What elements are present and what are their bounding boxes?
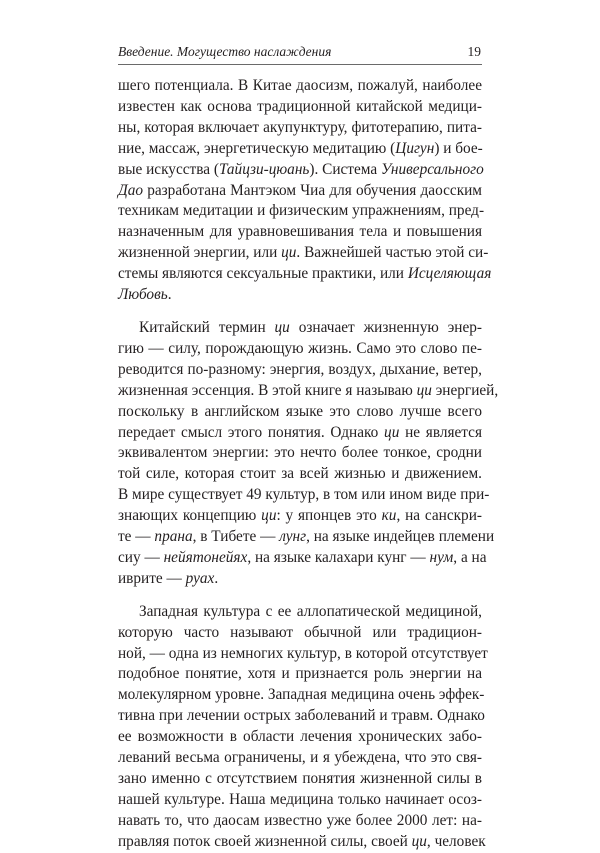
text-run: шего потенциала. В Китае даосизм, пожалуй, наиболее xyxy=(118,77,482,94)
paragraph-gap xyxy=(118,590,482,602)
text-run: известен как основа традиционной китайской медици- xyxy=(118,97,482,115)
chapter-title: Введение. Могущество наслаждения xyxy=(118,44,332,59)
italic-term: Исцеляющая xyxy=(407,265,492,283)
italic-term: Цигун xyxy=(395,139,435,157)
text-line xyxy=(118,285,482,306)
text-line xyxy=(118,685,485,706)
text-run: . Важнейшей частью этой си- xyxy=(296,244,489,262)
text-line xyxy=(118,423,482,444)
text-run: . xyxy=(167,286,172,304)
text-run: эквивалентом энергии: это нечто более тонкое, сродни xyxy=(118,444,482,462)
italic-term: нум xyxy=(429,548,454,566)
text-line xyxy=(118,381,499,402)
italic-term: лунг xyxy=(279,528,307,546)
text-run: знающих концепцию xyxy=(118,507,262,525)
text-run: тивна при лечении острых заболеваний и травм. Однако xyxy=(118,707,485,725)
text-run: Китайский термин xyxy=(139,318,275,336)
text-run: , а на xyxy=(453,548,487,566)
text-run: поскольку в английском языке это слово лучше всего xyxy=(118,402,482,420)
italic-term: Тайцзи-цюань xyxy=(218,160,310,178)
text-run: передает смысл этого понятия. Однако xyxy=(118,423,385,441)
text-run: , в Тибете — xyxy=(192,528,280,546)
italic-term: Любовь xyxy=(118,286,168,304)
text-run: , на языке индейцев племени xyxy=(306,528,495,546)
text-run: техникам медитации и физическим упражнениям, пред- xyxy=(118,202,485,220)
text-run: сиу — xyxy=(118,548,164,566)
text-line xyxy=(118,623,482,644)
text-line xyxy=(118,506,482,527)
text-line xyxy=(118,76,482,97)
text-run: подобное понятие, хотя и признается роль энергии на xyxy=(118,665,482,683)
text-line xyxy=(118,769,482,790)
text-line xyxy=(118,181,482,202)
text-line xyxy=(118,339,482,360)
text-run: вые искусства ( xyxy=(118,160,219,178)
text-line xyxy=(118,222,482,243)
text-run: означает жизненную энер- xyxy=(289,318,482,336)
text-run: энергией, xyxy=(431,381,499,399)
text-line xyxy=(118,443,482,464)
text-run: не является xyxy=(399,423,483,441)
text-run: гию — силу, порождающую жизнь. Само это слово пе- xyxy=(118,339,482,357)
text-run: правляя поток своей жизненной силы, своей xyxy=(118,832,412,850)
italic-term: ци xyxy=(416,381,432,399)
text-run: нашей культуре. Наша медицина только начинает осоз- xyxy=(118,790,482,808)
text-line xyxy=(118,548,487,569)
text-run: иврите — xyxy=(118,569,186,587)
text-run: ). Система xyxy=(309,160,381,178)
italic-term: прана xyxy=(154,528,193,546)
text-run: стемы являются сексуальные практики, или xyxy=(118,265,408,283)
text-line xyxy=(118,727,482,748)
italic-term: Дао xyxy=(118,181,144,199)
text-line xyxy=(118,832,486,853)
text-run: жизненная эссенция. В этой книге я называю xyxy=(118,381,417,399)
text-line xyxy=(118,318,482,339)
text-run: В мире существует 49 культур, в том или ином виде при- xyxy=(118,486,490,504)
body-text xyxy=(118,76,499,853)
text-line xyxy=(118,464,482,485)
text-line xyxy=(118,160,482,181)
text-line xyxy=(118,748,482,769)
text-run: . xyxy=(214,569,219,587)
text-line xyxy=(118,790,482,811)
running-header xyxy=(118,42,482,65)
italic-term: нейятонейях xyxy=(163,548,248,566)
text-line xyxy=(118,527,495,548)
text-run: , на языке калахари кунг — xyxy=(247,548,430,566)
italic-term: ци xyxy=(281,244,297,262)
text-run: ) и бое- xyxy=(434,139,483,157)
text-line xyxy=(118,118,482,139)
text-line xyxy=(118,644,488,665)
text-run: реводится по-разному: энергия, воздух, дыхание, ветер, xyxy=(118,360,482,378)
text-run: ние, массаж, энергетическую медитацию ( xyxy=(118,139,396,157)
text-run: навать то, что даосам известно уже более 2000 лет: на- xyxy=(118,811,482,829)
text-line xyxy=(118,569,482,590)
italic-term: ци xyxy=(384,423,400,441)
text-line xyxy=(118,664,482,685)
text-line xyxy=(118,201,485,222)
text-run: той силе, которая стоит за всей жизнью и движением. xyxy=(118,465,482,483)
text-line xyxy=(118,602,482,623)
italic-term: ки xyxy=(381,507,397,525)
text-run: ны, которая включает акупунктуру, фитотерапию, пита- xyxy=(118,118,482,136)
text-run: , на санскри- xyxy=(396,507,482,525)
text-line xyxy=(118,706,485,727)
text-run: ее возможности в области лечения хронических забо- xyxy=(118,728,482,746)
text-run: назначенным для уравновешивания тела и повышения xyxy=(118,223,482,241)
text-run: леваний весьма ограничены, и я убеждена, что это свя- xyxy=(118,749,482,767)
text-line xyxy=(118,139,482,160)
paragraph xyxy=(118,602,488,853)
text-line xyxy=(118,264,492,285)
italic-term: Универсального xyxy=(380,160,484,178)
text-line xyxy=(118,243,489,264)
text-run: зано именно с отсутствием понятия жизненной силы в xyxy=(118,770,482,787)
paragraph-gap xyxy=(118,306,482,318)
text-run: ной, — одна из немногих культур, в которой отсутствует xyxy=(118,644,488,662)
text-run: жизненной энергии, или xyxy=(118,244,282,262)
italic-term: руах xyxy=(185,569,215,587)
text-run: молекулярном уровне. Западная медицина очень эффек- xyxy=(118,686,485,704)
text-line xyxy=(118,485,490,506)
page-number: 19 xyxy=(467,44,481,59)
text-run: которую часто называют обычной или традицион- xyxy=(118,623,482,641)
italic-term: ци xyxy=(261,507,277,525)
italic-term: ци xyxy=(274,318,290,336)
text-line xyxy=(118,360,482,381)
text-line xyxy=(118,811,482,832)
paragraph xyxy=(118,76,492,306)
text-run: Западная культура с ее аллопатической медициной, xyxy=(139,602,482,620)
text-run: : у японцев это xyxy=(276,507,382,525)
paragraph xyxy=(118,318,499,590)
text-run: , человек xyxy=(426,832,486,850)
text-line xyxy=(118,402,482,423)
text-line xyxy=(118,97,482,118)
text-run: разработана Мантэком Чиа для обучения даосским xyxy=(143,181,482,199)
text-run: те — xyxy=(118,528,155,546)
italic-term: ци xyxy=(411,832,427,850)
